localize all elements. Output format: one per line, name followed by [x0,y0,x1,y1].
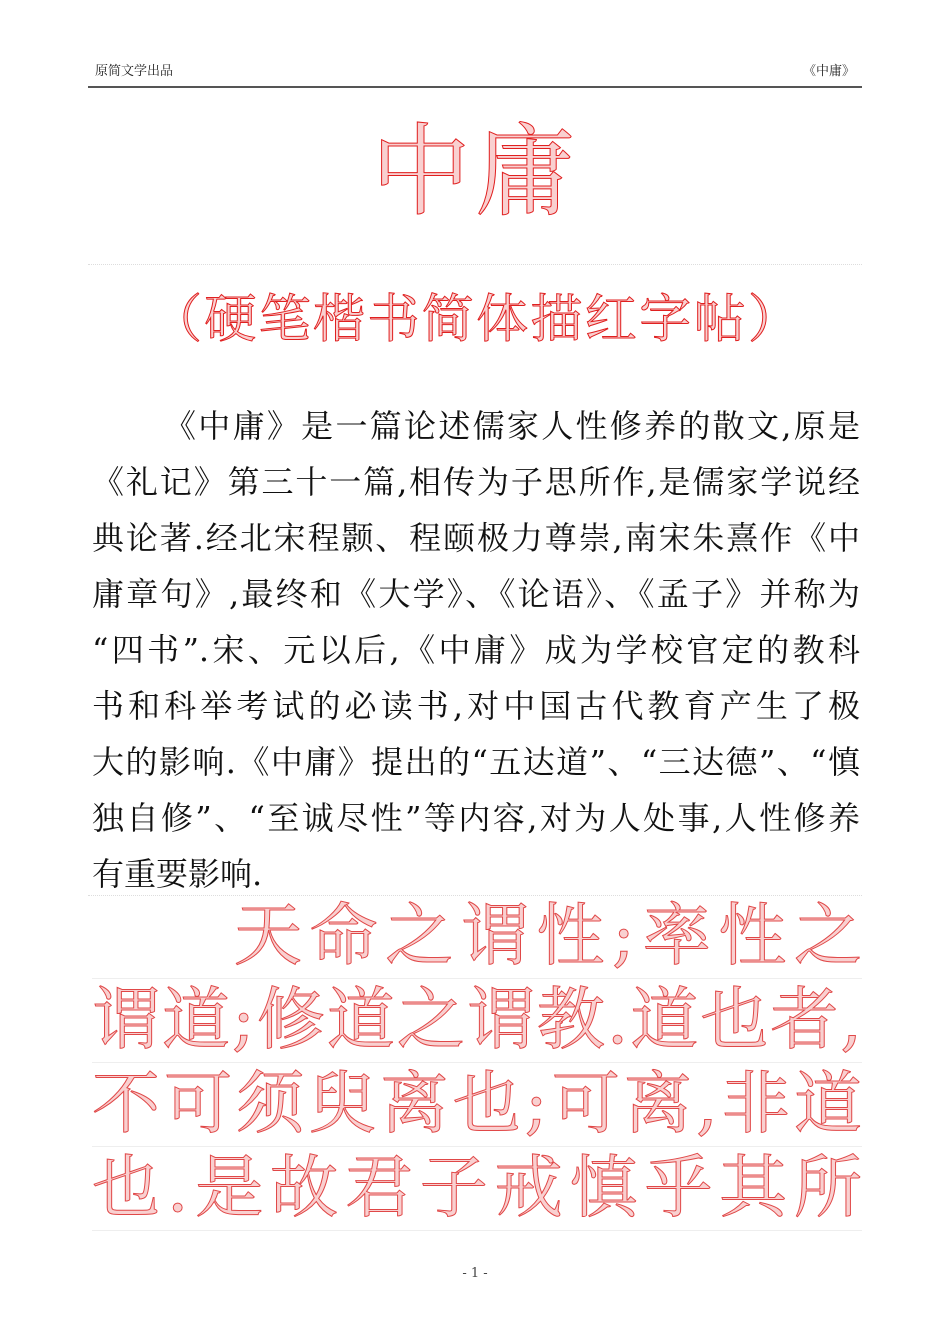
header-book-title: 《中庸》 [802,64,855,79]
page-number: - 1 - [462,1266,488,1281]
text-line: 书和科举考试的必读书,对中国古代教育产生了极 [92,687,860,725]
text-line: 庸章句》,最终和《大学》、《论语》、《孟子》并称为 [92,575,860,613]
text-line: “四书”.宋、元以后,《中庸》成为学校官定的教科 [92,631,860,669]
tracing-line: 也.是故君子戒慎乎其所 [92,1147,862,1231]
text-line: 大的影响.《中庸》提出的“五达道”、“三达德”、“慎 [92,743,860,781]
page-title: 中庸 [371,113,579,230]
header-divider [88,86,862,88]
tracing-line: 不可须臾离也;可离,非道 [92,1063,862,1147]
text-line: 独自修”、“至诚尽性”等内容,对为人处事,人性修养 [92,799,860,837]
tracing-line: 谓道;修道之谓教.道也者, [92,979,862,1063]
text-line: 《中庸》是一篇论述儒家人性修养的散文,原是 [164,407,860,445]
header-publisher: 原简文学出品 [95,64,174,79]
text-line: 《礼记》第三十一篇,相传为子思所作,是儒家学说经 [92,463,860,501]
text-line: 有重要影响. [92,855,263,893]
page-subtitle: （硬笔楷书简体描红字帖） [150,290,800,350]
text-line: 典论著.经北宋程颢、程颐极力尊崇,南宋朱熹作《中 [92,519,860,557]
intro-text [92,398,860,902]
divider [88,264,862,265]
tracing-line: 天命之谓性;率性之 [92,895,862,979]
tracing-practice [92,895,862,1231]
